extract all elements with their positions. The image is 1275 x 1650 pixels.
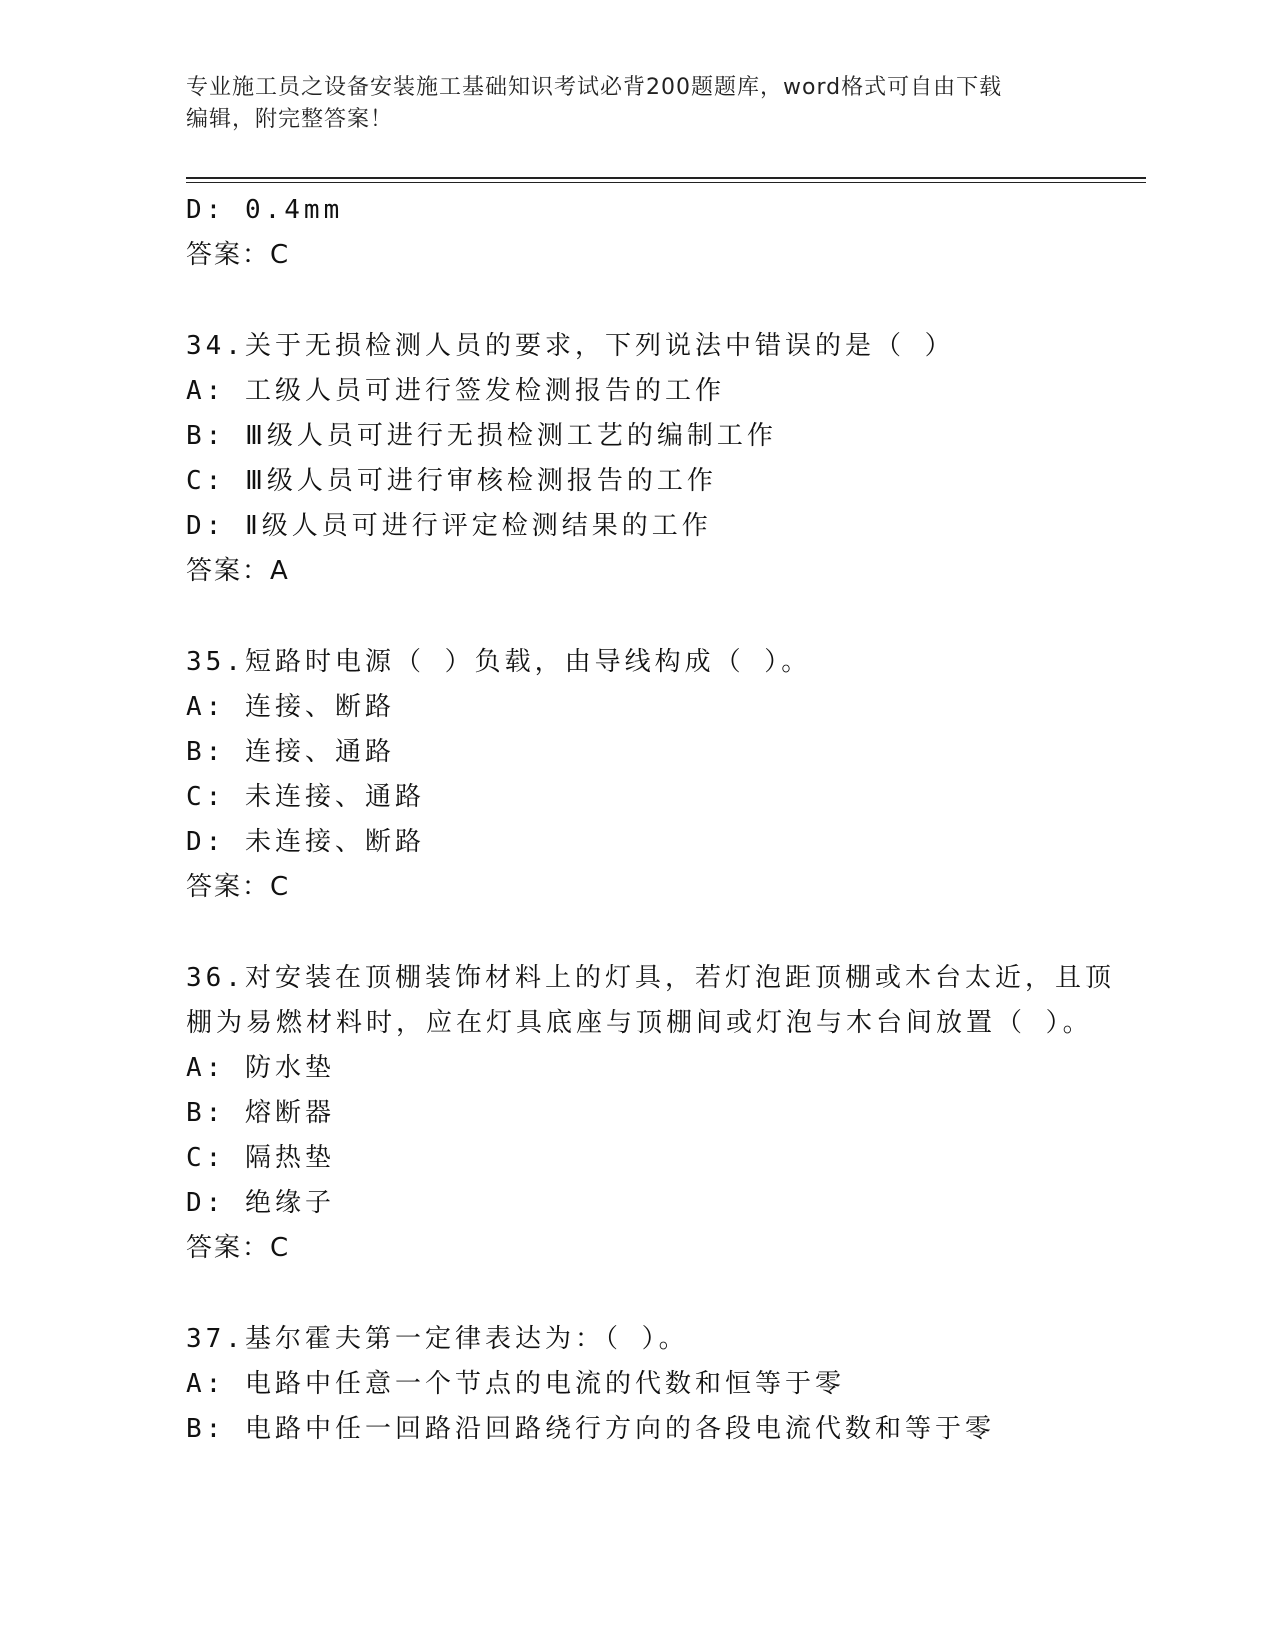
question-list: [186, 188, 1146, 1452]
option-c: C: Ⅲ级人员可进行审核检测报告的工作: [186, 466, 717, 496]
option-b: B: Ⅲ级人员可进行无损检测工艺的编制工作: [186, 421, 777, 451]
option-b: B: 连接、通路: [186, 737, 395, 767]
option-a: A: 连接、断路: [186, 692, 395, 722]
option-d: D: 未连接、断路: [186, 827, 425, 857]
option-d: D: 0.4mm: [186, 195, 344, 225]
option-a: A: 工级人员可进行签发检测报告的工作: [186, 376, 725, 406]
option-b: B: 电路中任一回路沿回路绕行方向的各段电流代数和等于零: [186, 1414, 995, 1444]
question-36: [186, 956, 1146, 1271]
question-stem: 36.对安装在顶棚装饰材料上的灯具，若灯泡距顶棚或木台太近，且顶: [186, 963, 1115, 993]
option-d: D: 绝缘子: [186, 1188, 335, 1218]
header-title-line1: 专业施工员之设备安装施工基础知识考试必背200题题库，word格式可自由下载: [186, 75, 1003, 100]
answer-line: 答案：C: [186, 240, 291, 270]
option-c: C: 未连接、通路: [186, 782, 425, 812]
header-divider: [186, 177, 1146, 179]
answer-line: 答案：A: [186, 556, 290, 586]
option-d: D: Ⅱ级人员可进行评定检测结果的工作: [186, 511, 712, 541]
option-c: C: 隔热垫: [186, 1143, 335, 1173]
answer-line: 答案：C: [186, 872, 291, 902]
option-a: A: 电路中任意一个节点的电流的代数和恒等于零: [186, 1369, 845, 1399]
option-a: A: 防水垫: [186, 1053, 335, 1083]
question-34: [186, 324, 1146, 594]
question-35: [186, 640, 1146, 910]
header-title-line2: 编辑，附完整答案！: [186, 107, 394, 132]
answer-line: 答案：C: [186, 1233, 291, 1263]
question-stem: 34.关于无损检测人员的要求，下列说法中错误的是（ ）: [186, 331, 955, 361]
option-b: B: 熔断器: [186, 1098, 335, 1128]
question-37: [186, 1317, 1146, 1452]
question-stem: 37.基尔霍夫第一定律表达为：（ ）。: [186, 1324, 689, 1354]
page-header: [186, 72, 1066, 136]
header-divider-thin: [186, 182, 1146, 183]
question-stem-continued: 棚为易燃材料时，应在灯具底座与顶棚间或灯泡与木台间放置（ ）。: [186, 1008, 1093, 1038]
question-stem: 35.短路时电源（ ）负载，由导线构成（ ）。: [186, 647, 812, 677]
